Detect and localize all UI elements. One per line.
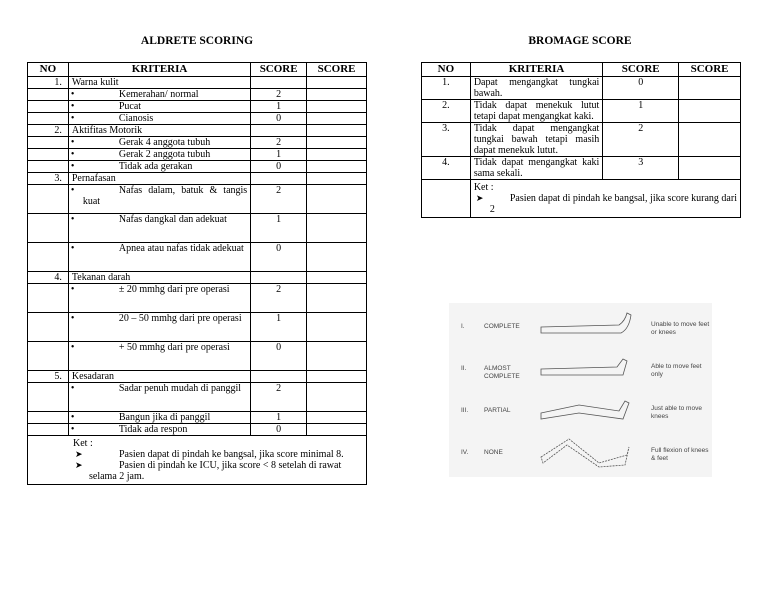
bromage-ket-label: Ket :: [473, 182, 494, 193]
aldrete-item-no: [28, 89, 69, 101]
aldrete-item-text: [68, 383, 250, 412]
aldrete-item-score-2: [307, 101, 367, 113]
leg-drawing: [539, 437, 639, 469]
aldrete-item-text: [68, 89, 250, 101]
bromage-row-score-2: [679, 123, 741, 157]
aldrete-note-text: Pasien dapat di pindah ke bangsal, jika score minimal 8.: [119, 449, 344, 460]
aldrete-section-row: [28, 125, 367, 137]
figure-row-label: ALMOST COMPLETE: [484, 365, 520, 380]
aldrete-item-label: Gerak 4 anggota tubuh: [118, 137, 211, 148]
aldrete-section-no: 3.: [28, 173, 69, 185]
bromage-notes-row: [422, 180, 741, 218]
aldrete-item-row: [28, 424, 367, 436]
bromage-row-score: 3: [603, 157, 679, 180]
aldrete-score-cell: [251, 371, 307, 383]
figure-row-desc: Able to move feet only: [651, 363, 702, 378]
aldrete-item-score: 2: [251, 89, 307, 101]
bromage-row-text: Tidak dapat mengangkat kaki sama sekali.: [470, 157, 603, 180]
aldrete-item-text: [68, 243, 250, 272]
figure-row: [449, 391, 712, 429]
aldrete-item-no: [28, 101, 69, 113]
bromage-row: [422, 100, 741, 123]
aldrete-score-cell-2: [307, 77, 367, 89]
aldrete-section-name: Kesadaran: [68, 371, 250, 383]
aldrete-item-score-2: [307, 113, 367, 125]
bromage-row: [422, 77, 741, 100]
leg-drawing: [539, 311, 639, 343]
aldrete-item-score: 1: [251, 313, 307, 342]
aldrete-item-row: [28, 185, 367, 214]
leg-drawing: [539, 353, 639, 385]
aldrete-item-row: [28, 113, 367, 125]
bromage-row-score: 0: [603, 77, 679, 100]
aldrete-score-cell: [251, 125, 307, 137]
aldrete-item-score-2: [307, 383, 367, 412]
aldrete-item-score-2: [307, 313, 367, 342]
aldrete-item-text: [68, 284, 250, 313]
bromage-title: BROMAGE SCORE: [528, 35, 632, 47]
aldrete-score-cell: [251, 272, 307, 284]
aldrete-notes-row: [28, 436, 367, 485]
bromage-illustration: [449, 303, 712, 477]
bromage-row-no: 1.: [422, 77, 471, 100]
figure-row-label: PARTIAL: [484, 407, 511, 414]
aldrete-item-row: [28, 243, 367, 272]
aldrete-item-row: [28, 161, 367, 173]
aldrete-header-no: NO: [28, 63, 69, 77]
aldrete-item-no: [28, 342, 69, 371]
bromage-row-score-2: [679, 77, 741, 100]
aldrete-note: [73, 460, 363, 482]
bromage-note-text: Pasien dapat di pindah ke bangsal, jika score kurang dari 2: [489, 193, 737, 215]
aldrete-item-score: 2: [251, 383, 307, 412]
aldrete-section-row: [28, 371, 367, 383]
aldrete-item-label: Cianosis: [118, 113, 154, 124]
aldrete-item-label: Pucat: [118, 101, 142, 112]
aldrete-item-score-2: [307, 284, 367, 313]
aldrete-item-row: [28, 137, 367, 149]
aldrete-item-label: Nafas dangkal dan adekuat: [118, 214, 227, 225]
aldrete-item-text: [68, 161, 250, 173]
figure-row-desc: Unable to move feet or knees: [651, 321, 710, 336]
aldrete-section-name: Tekanan darah: [68, 272, 250, 284]
bromage-row-text: Dapat mengangkat tungkai bawah.: [470, 77, 603, 100]
figure-row: [449, 433, 712, 471]
bromage-note: [474, 193, 737, 215]
aldrete-item-score: 0: [251, 424, 307, 436]
aldrete-item-label: ± 20 mmhg dari pre operasi: [118, 284, 230, 295]
aldrete-item-label: Tidak ada gerakan: [118, 161, 193, 172]
aldrete-item-no: [28, 424, 69, 436]
aldrete-item-row: [28, 313, 367, 342]
aldrete-header-score-2: SCORE: [307, 63, 367, 77]
aldrete-item-text: [68, 313, 250, 342]
aldrete-item-score-2: [307, 137, 367, 149]
aldrete-section-no: 1.: [28, 77, 69, 89]
aldrete-item-score-2: [307, 214, 367, 243]
bromage-row-no: 2.: [422, 100, 471, 123]
aldrete-item-text: [68, 149, 250, 161]
leg-drawing: [539, 395, 639, 427]
aldrete-item-no: [28, 113, 69, 125]
aldrete-section-row: [28, 173, 367, 185]
aldrete-item-label: Kemerahan/ normal: [118, 89, 199, 100]
aldrete-item-no: [28, 149, 69, 161]
aldrete-score-cell: [251, 173, 307, 185]
figure-row-num: I.: [461, 323, 465, 330]
aldrete-score-cell-2: [307, 272, 367, 284]
bromage-row-score-2: [679, 157, 741, 180]
aldrete-item-score-2: [307, 185, 367, 214]
aldrete-item-row: [28, 412, 367, 424]
aldrete-item-row: [28, 342, 367, 371]
aldrete-header-kriteria: KRITERIA: [68, 63, 250, 77]
aldrete-item-label: Apnea atau nafas tidak adekuat: [118, 243, 244, 254]
aldrete-item-label: Sadar penuh mudah di panggil: [118, 383, 242, 394]
aldrete-item-score: 0: [251, 342, 307, 371]
aldrete-item-text: [68, 412, 250, 424]
bromage-header-kriteria: KRITERIA: [470, 63, 603, 77]
bromage-row-no: 3.: [422, 123, 471, 157]
aldrete-score-cell: [251, 77, 307, 89]
bromage-row-text: Tidak dapat menekuk lutut tetapi dapat mengangkat kaki.: [470, 100, 603, 123]
aldrete-item-row: [28, 383, 367, 412]
aldrete-item-score-2: [307, 412, 367, 424]
aldrete-item-score: 0: [251, 113, 307, 125]
aldrete-item-text: [68, 342, 250, 371]
aldrete-note: [73, 449, 363, 460]
bromage-row: [422, 123, 741, 157]
aldrete-header-score: SCORE: [251, 63, 307, 77]
aldrete-item-no: [28, 214, 69, 243]
aldrete-item-no: [28, 185, 69, 214]
aldrete-item-text: [68, 214, 250, 243]
aldrete-section-no: 4.: [28, 272, 69, 284]
figure-row-label: NONE: [484, 449, 503, 456]
aldrete-item-label: Tidak ada respon: [118, 424, 188, 435]
aldrete-item-no: [28, 284, 69, 313]
bromage-row-score-2: [679, 100, 741, 123]
aldrete-item-score: 1: [251, 214, 307, 243]
bromage-table: [421, 62, 741, 218]
aldrete-item-score: 0: [251, 243, 307, 272]
aldrete-item-score: 2: [251, 137, 307, 149]
figure-row-desc: Just able to move knees: [651, 405, 702, 420]
aldrete-item-score: 2: [251, 185, 307, 214]
aldrete-section-name: Pernafasan: [68, 173, 250, 185]
aldrete-item-score-2: [307, 342, 367, 371]
aldrete-item-label: + 50 mmhg dari pre operasi: [118, 342, 230, 353]
aldrete-item-score-2: [307, 243, 367, 272]
aldrete-item-score-2: [307, 149, 367, 161]
aldrete-item-text: [68, 137, 250, 149]
aldrete-item-score: 0: [251, 161, 307, 173]
aldrete-item-no: [28, 313, 69, 342]
bromage-row-score: 1: [603, 100, 679, 123]
figure-row-num: III.: [461, 407, 469, 414]
aldrete-item-score: 2: [251, 284, 307, 313]
aldrete-item-row: [28, 214, 367, 243]
bromage-row-no: 4.: [422, 157, 471, 180]
aldrete-item-label: Bangun jika di panggil: [118, 412, 211, 423]
bromage-row: [422, 157, 741, 180]
aldrete-score-cell-2: [307, 125, 367, 137]
figure-row-label: COMPLETE: [484, 323, 520, 330]
aldrete-score-cell-2: [307, 173, 367, 185]
aldrete-item-row: [28, 101, 367, 113]
aldrete-section-name: Aktifitas Motorik: [68, 125, 250, 137]
figure-row: [449, 349, 712, 387]
bromage-header-row: [422, 63, 741, 77]
bromage-row-text: Tidak dapat mengangkat tungkai bawah tetapi masih dapat menekuk lutut.: [470, 123, 603, 157]
aldrete-item-label: Gerak 2 anggota tubuh: [118, 149, 211, 160]
bromage-header-score-2: SCORE: [679, 63, 741, 77]
aldrete-item-score: 1: [251, 149, 307, 161]
aldrete-item-label: 20 – 50 mmhg dari pre operasi: [118, 313, 242, 324]
aldrete-item-score-2: [307, 89, 367, 101]
aldrete-item-label: Nafas dalam, batuk & tangis kuat: [82, 185, 248, 207]
aldrete-header-row: [28, 63, 367, 77]
aldrete-item-row: [28, 284, 367, 313]
figure-row-desc: Full flexion of knees & feet: [651, 447, 709, 462]
aldrete-title: ALDRETE SCORING: [140, 35, 254, 47]
aldrete-section-no: 5.: [28, 371, 69, 383]
aldrete-table: [27, 62, 367, 485]
aldrete-item-row: [28, 149, 367, 161]
aldrete-item-no: [28, 412, 69, 424]
aldrete-ket-label: Ket :: [73, 438, 93, 449]
aldrete-section-row: [28, 77, 367, 89]
aldrete-item-text: [68, 424, 250, 436]
aldrete-section-no: 2.: [28, 125, 69, 137]
aldrete-item-score-2: [307, 424, 367, 436]
aldrete-section-name: Warna kulit: [68, 77, 250, 89]
aldrete-section-row: [28, 272, 367, 284]
aldrete-item-no: [28, 137, 69, 149]
bromage-header-no: NO: [422, 63, 471, 77]
aldrete-item-score: 1: [251, 101, 307, 113]
aldrete-item-row: [28, 89, 367, 101]
aldrete-item-no: [28, 243, 69, 272]
aldrete-item-no: [28, 161, 69, 173]
bromage-row-score: 2: [603, 123, 679, 157]
aldrete-item-text: [68, 185, 250, 214]
figure-row-num: IV.: [461, 449, 469, 456]
aldrete-score-cell-2: [307, 371, 367, 383]
aldrete-note-text: Pasien di pindah ke ICU, jika score < 8 setelah di rawat selama 2 jam.: [89, 460, 342, 482]
aldrete-item-no: [28, 383, 69, 412]
figure-row: [449, 307, 712, 345]
aldrete-item-score-2: [307, 161, 367, 173]
figure-row-num: II.: [461, 365, 467, 372]
aldrete-item-score: 1: [251, 412, 307, 424]
aldrete-item-text: [68, 101, 250, 113]
bromage-header-score: SCORE: [603, 63, 679, 77]
aldrete-item-text: [68, 113, 250, 125]
